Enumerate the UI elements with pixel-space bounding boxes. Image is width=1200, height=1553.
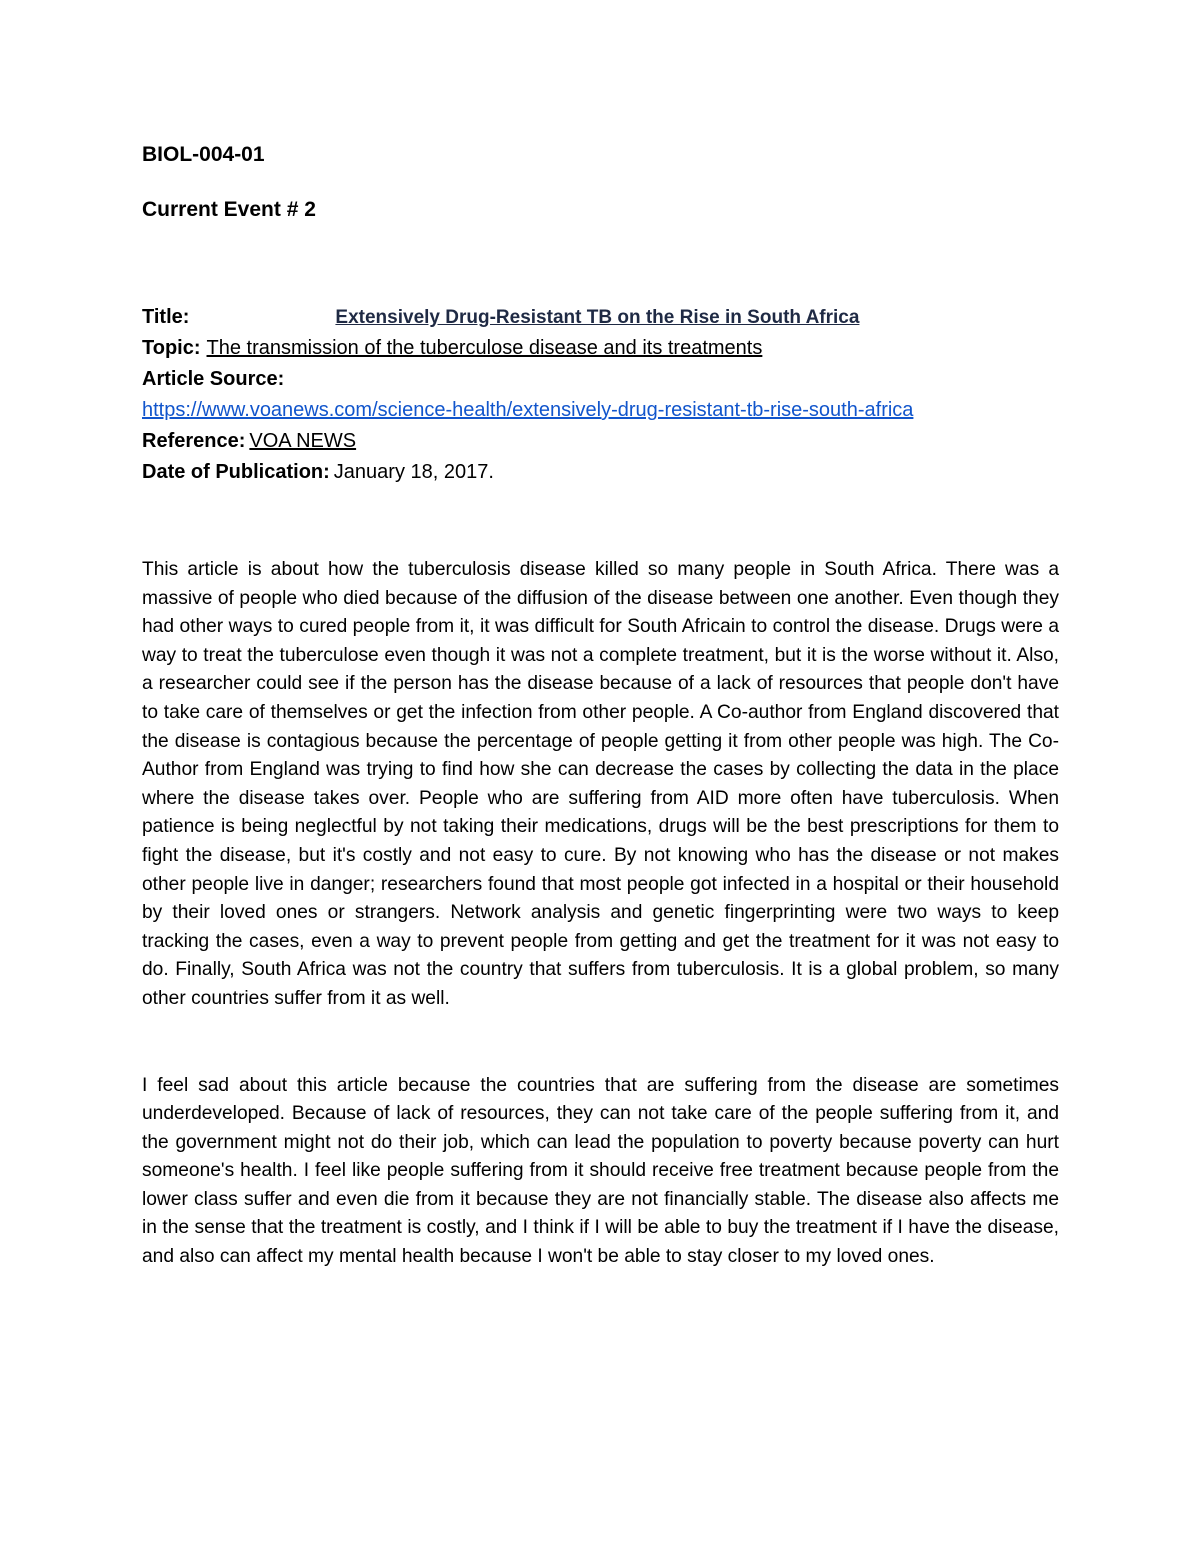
title-row: [142, 302, 1059, 333]
title-label: Title:: [142, 306, 190, 328]
topic-label: Topic:: [142, 337, 201, 359]
reference-label: Reference:: [142, 430, 246, 452]
event-label: Current Event # 2: [142, 198, 316, 221]
reference-value: VOA NEWS: [249, 430, 357, 452]
article-title: Extensively Drug-Resistant TB on the Rise in South Africa: [335, 307, 860, 328]
article-metadata: [142, 302, 1059, 488]
publication-date: January 18, 2017.: [333, 461, 494, 483]
document-content: [142, 141, 1059, 1272]
source-link[interactable]: https://www.voanews.com/science-health/extensively-drug-resistant-tb-rise-south-africa: [142, 399, 914, 421]
summary-paragraph: This article is about how the tuberculosis disease killed so many people in South Africa. There was a massive of people who died because of the diffusion of the disease between one another. Even though they had other ways to cured people from it, it was difficult for South Africain to control the disease. Drugs were a way to treat the tuberculose even though it was not a complete treatment, but it is the worse without it. Also, a researcher could see if the person has the disease because of a lack of resources that people don't have to take care of themselves or get the infection from other people. A Co-author from England discovered that the disease is contagious because the percentage of people getting it from other people was high. The Co-Author from England was trying to find how she can decrease the cases by collecting the data in the place where the disease takes over. People who are suffering from AID more often have tuberculosis. When patience is being neglectful by not taking their medications, drugs will be the best prescriptions for them to fight the disease, but it's costly and not easy to cure. By not knowing who has the disease or not makes other people live in danger; researchers found that most people got infected in a hospital or their household by their loved ones or strangers. Network analysis and genetic fingerprinting were two ways to keep tracking the cases, even a way to prevent people from getting and get the treatment for it was not easy to do. Finally, South Africa was not the country that suffers from tuberculosis. It is a global problem, so many other countries suffer from it as well.: [142, 559, 1059, 1009]
source-link-row: [142, 395, 1059, 426]
reflection-paragraph: I feel sad about this article because the countries that are suffering from the disease are sometimes underdeveloped. Because of lack of resources, they can not take care of the people suffering from it, and the government might not do their job, which can lead the population to poverty because poverty can hurt someone's health. I feel like people suffering from it should receive free treatment because people from the lower class suffer and even die from it because they are not financially stable. The disease also affects me in the sense that the treatment is costly, and I think if I will be able to buy the treatment if I have the disease, and also can affect my mental health because I won't be able to stay closer to my loved ones.: [142, 1074, 1059, 1268]
date-row: [142, 457, 1059, 488]
reference-row: [142, 426, 1059, 457]
course-code: BIOL-004-01: [142, 143, 265, 166]
source-label-row: [142, 364, 1059, 395]
source-label: Article Source:: [142, 368, 285, 390]
topic-value: The transmission of the tuberculose disease and its treatments: [206, 337, 763, 359]
date-label: Date of Publication:: [142, 461, 330, 483]
topic-row: [142, 333, 1059, 364]
